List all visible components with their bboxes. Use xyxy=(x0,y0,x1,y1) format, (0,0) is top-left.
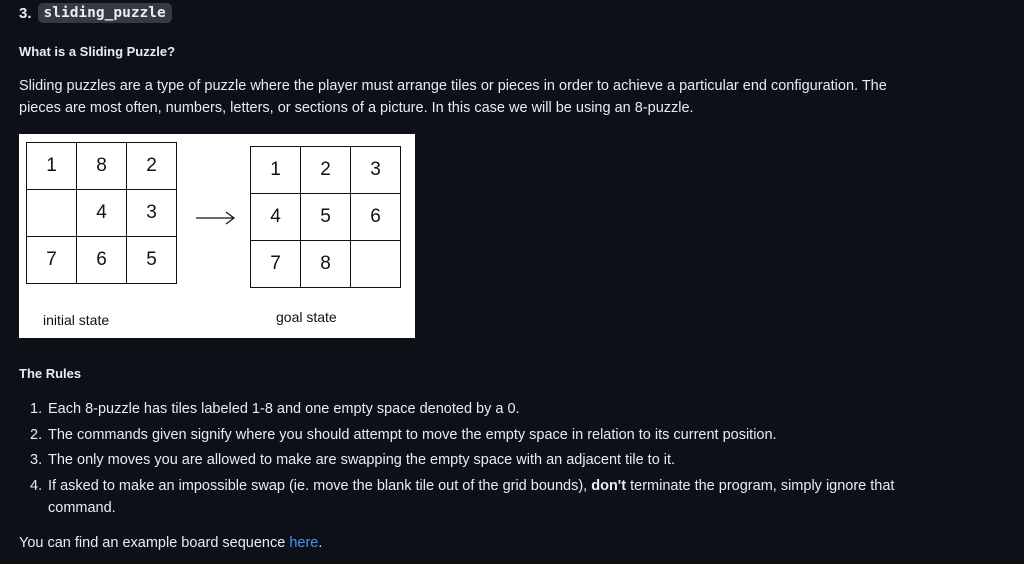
initial-cell: 2 xyxy=(127,143,177,190)
rule-item xyxy=(30,449,988,471)
initial-cell: 1 xyxy=(27,143,77,190)
intro-line-2: pieces are most often, numbers, letters, or sections of a picture. In this case we will be using an 8-puzzle. xyxy=(19,100,694,116)
footer-period: . xyxy=(318,535,323,551)
section-code-title: sliding_puzzle xyxy=(38,3,172,23)
initial-cell xyxy=(27,190,77,237)
section-number: 3. xyxy=(19,4,32,22)
rule-text: If asked to make an impossible swap (ie. move the blank tile out of the grid bounds), xyxy=(48,477,592,494)
rules-heading: The Rules xyxy=(19,366,82,381)
footer-paragraph xyxy=(19,532,979,554)
goal-cell: 3 xyxy=(351,147,401,194)
intro-line-1: Sliding puzzles are a type of puzzle where the player must arrange tiles or pieces in order to achieve a particular end configuration. The xyxy=(19,78,887,94)
initial-state-caption: initial state xyxy=(43,312,110,328)
initial-cell: 8 xyxy=(77,143,127,190)
rule-number: 2. xyxy=(30,426,43,443)
intro-paragraph xyxy=(19,75,979,119)
rule-number: 4. xyxy=(30,477,43,494)
initial-cell: 3 xyxy=(127,190,177,237)
what-heading: What is a Sliding Puzzle? xyxy=(19,44,176,59)
rule-item xyxy=(30,424,988,446)
goal-cell: 1 xyxy=(251,147,301,194)
section-heading xyxy=(19,3,172,23)
rules-list xyxy=(30,398,988,522)
goal-state-grid xyxy=(250,146,401,288)
footer-text: You can find an example board sequence xyxy=(19,535,290,551)
rule-text: terminate the program, simply ignore that xyxy=(626,477,895,494)
initial-cell: 7 xyxy=(27,237,77,284)
goal-cell xyxy=(351,241,401,288)
goal-cell: 8 xyxy=(301,241,351,288)
goal-state-caption: goal state xyxy=(276,309,337,325)
goal-cell: 5 xyxy=(301,194,351,241)
example-link[interactable]: here xyxy=(289,535,319,551)
arrow-right-icon xyxy=(195,210,237,226)
goal-cell: 7 xyxy=(251,241,301,288)
rule-bold-text: don't xyxy=(591,477,627,494)
initial-cell: 6 xyxy=(77,237,127,284)
rule-text: The only moves you are allowed to make are swapping the empty space with an adjacent tile to it. xyxy=(48,452,676,468)
goal-cell: 4 xyxy=(251,194,301,241)
goal-cell: 6 xyxy=(351,194,401,241)
puzzle-figure xyxy=(19,134,415,338)
rule-text: Each 8-puzzle has tiles labeled 1-8 and one empty space denoted by a 0. xyxy=(48,401,520,417)
rule-number: 1. xyxy=(30,401,43,417)
rule-text: The commands given signify where you should attempt to move the empty space in relation to its current position. xyxy=(48,426,777,443)
rule-number: 3. xyxy=(30,452,43,468)
rule-text: command. xyxy=(48,499,116,516)
initial-cell: 4 xyxy=(77,190,127,237)
rule-item xyxy=(30,475,988,519)
initial-state-grid xyxy=(26,142,177,284)
rule-item xyxy=(30,398,988,420)
goal-cell: 2 xyxy=(301,147,351,194)
initial-cell: 5 xyxy=(127,237,177,284)
